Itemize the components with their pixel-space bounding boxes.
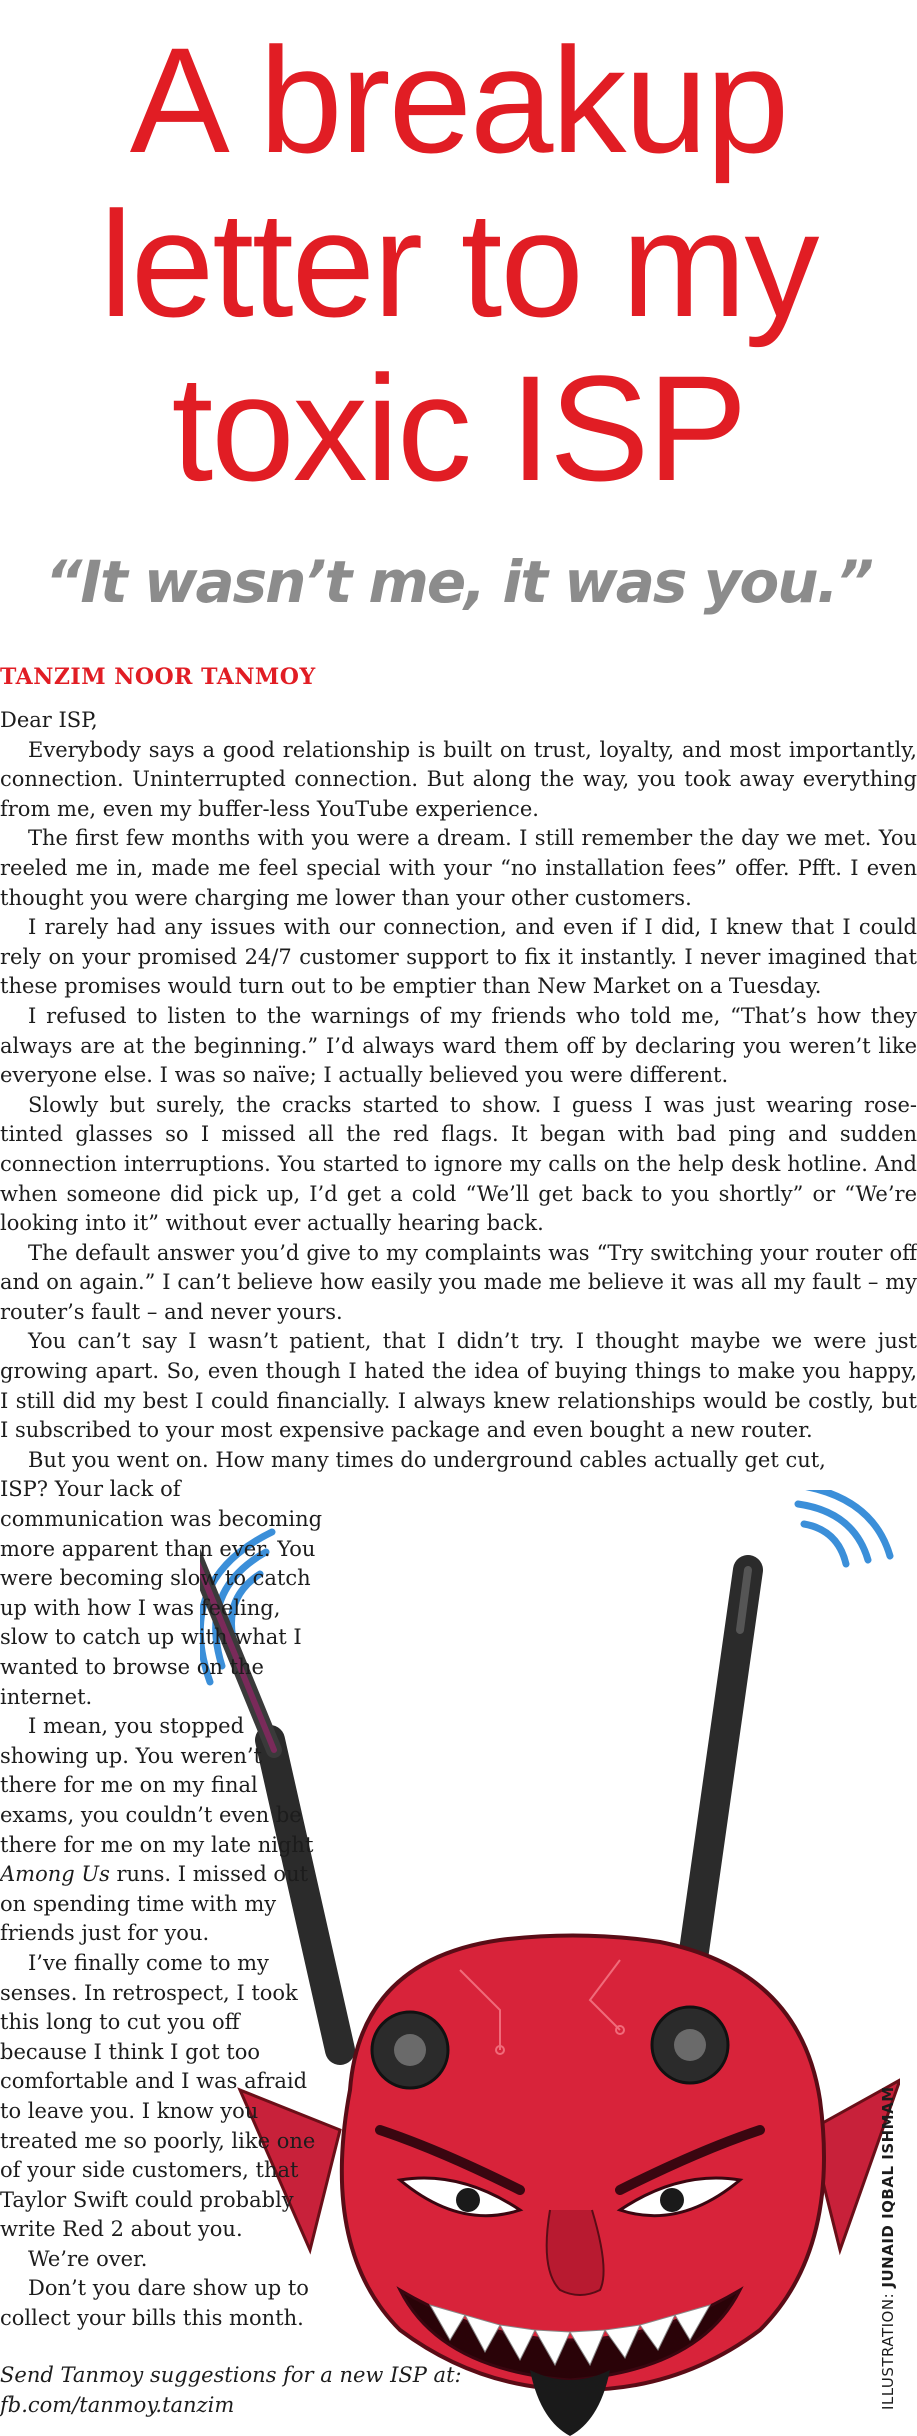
- letter-paragraph: Everybody says a good relationship is built on trust, loyalty, and most importantly, connection. Uninterrupted connection. But along the way, you took away everything from me, even my buffer-less YouTube experience.: [0, 737, 917, 821]
- letter-text: I mean, you stopped showing up. You weren’t there for me on my final exams, you couldn’t even be there for me on my late night: [0, 1714, 314, 1857]
- letter-salutation: Dear ISP,: [0, 708, 98, 732]
- letter-paragraph: Don’t you dare show up to collect your bills this month.: [0, 2276, 309, 2331]
- letter-paragraph: You can’t say I wasn’t patient, that I didn’t try. I thought maybe we were just growing apart. So, even though I hated the idea of buying things to make you happy, I still did my best I could financially. I always knew relationships would be costly, but I subscribed to your most expensive package and even bought a new router.: [0, 1329, 917, 1443]
- letter-paragraph: [0, 1712, 325, 1949]
- letter-text: runs. I missed out on spending time with my friends just for you.: [0, 1862, 309, 1946]
- letter-paragraph: I rarely had any issues with our connection, and even if I did, I knew that I could rely on your promised 24/7 customer support to fix it instantly. I never imagined that these promises would turn out to be emptier than New Market on a Tuesday.: [0, 915, 917, 999]
- illustration-credit: [879, 2086, 897, 2410]
- author-contact-note: Send Tanmoy suggestions for a new ISP at: fb.com/tanmoy.tanzim: [0, 2363, 462, 2417]
- letter-full-width-section: [0, 706, 917, 1475]
- headline-line-2: letter to my: [99, 180, 818, 348]
- headline-line-3: toxic ISP: [171, 344, 746, 512]
- letter-paragraph: We’re over.: [28, 2246, 148, 2271]
- letter-paragraph: The first few months with you were a dream. I still remember the day we met. You reeled me in, made me feel special with your “no installation fees” offer. Pfft. I even thought you were charging me lower than your other customers.: [0, 826, 917, 910]
- letter-paragraph-continued: ISP? Your lack of communication was becoming more apparent than ever. You were becoming slow to catch up with how I was feeling, slow to catch up with what I wanted to browse on the internet.: [0, 1477, 323, 1709]
- letter-paragraph: Slowly but surely, the cracks started to show. I guess I was just wearing rose-tinted glasses so I missed all the red flags. It began with bad ping and sudden connection interruptions. You started to ignore my calls on the help desk hotline. And when someone did pick up, I’d get a cold “We’ll get back to you shortly” or “We’re looking into it” without ever actually hearing back.: [0, 1092, 917, 1236]
- letter-body: [0, 706, 917, 2334]
- headline: [0, 18, 917, 510]
- game-title: Among Us: [0, 1862, 110, 1887]
- letter-paragraph: But you went on. How many times do underground cables actually get cut,: [28, 1447, 826, 1472]
- headline-line-1: A breakup: [129, 16, 788, 184]
- letter-narrow-column: [0, 1475, 325, 2333]
- letter-paragraph: The default answer you’d give to my complaints was “Try switching your router off and on again.” I can’t believe how easily you made me believe it was all my fault – my router’s fault – and never yours.: [0, 1240, 917, 1324]
- credit-name: JUNAID IQBAL ISHMAM: [879, 2086, 897, 2288]
- credit-label: ILLUSTRATION:: [879, 2287, 897, 2410]
- author-byline: TANZIM NOOR TANMOY: [0, 664, 316, 690]
- letter-paragraph: I refused to listen to the warnings of my friends who told me, “That’s how they always are at the beginning.” I’d always ward them off by declaring you weren’t like everyone else. I was so naïve; I actually believed you were different.: [0, 1003, 917, 1088]
- subhead-quote: “It wasn’t me, it was you.”: [45, 548, 872, 616]
- letter-paragraph: I’ve finally come to my senses. In retrospect, I took this long to cut you off because I think I got too comfortable and I was afraid to leave you. I know you treated me so poorly, like one of your side customers, that Taylor Swift could probably write Red 2 about you.: [0, 1950, 316, 2242]
